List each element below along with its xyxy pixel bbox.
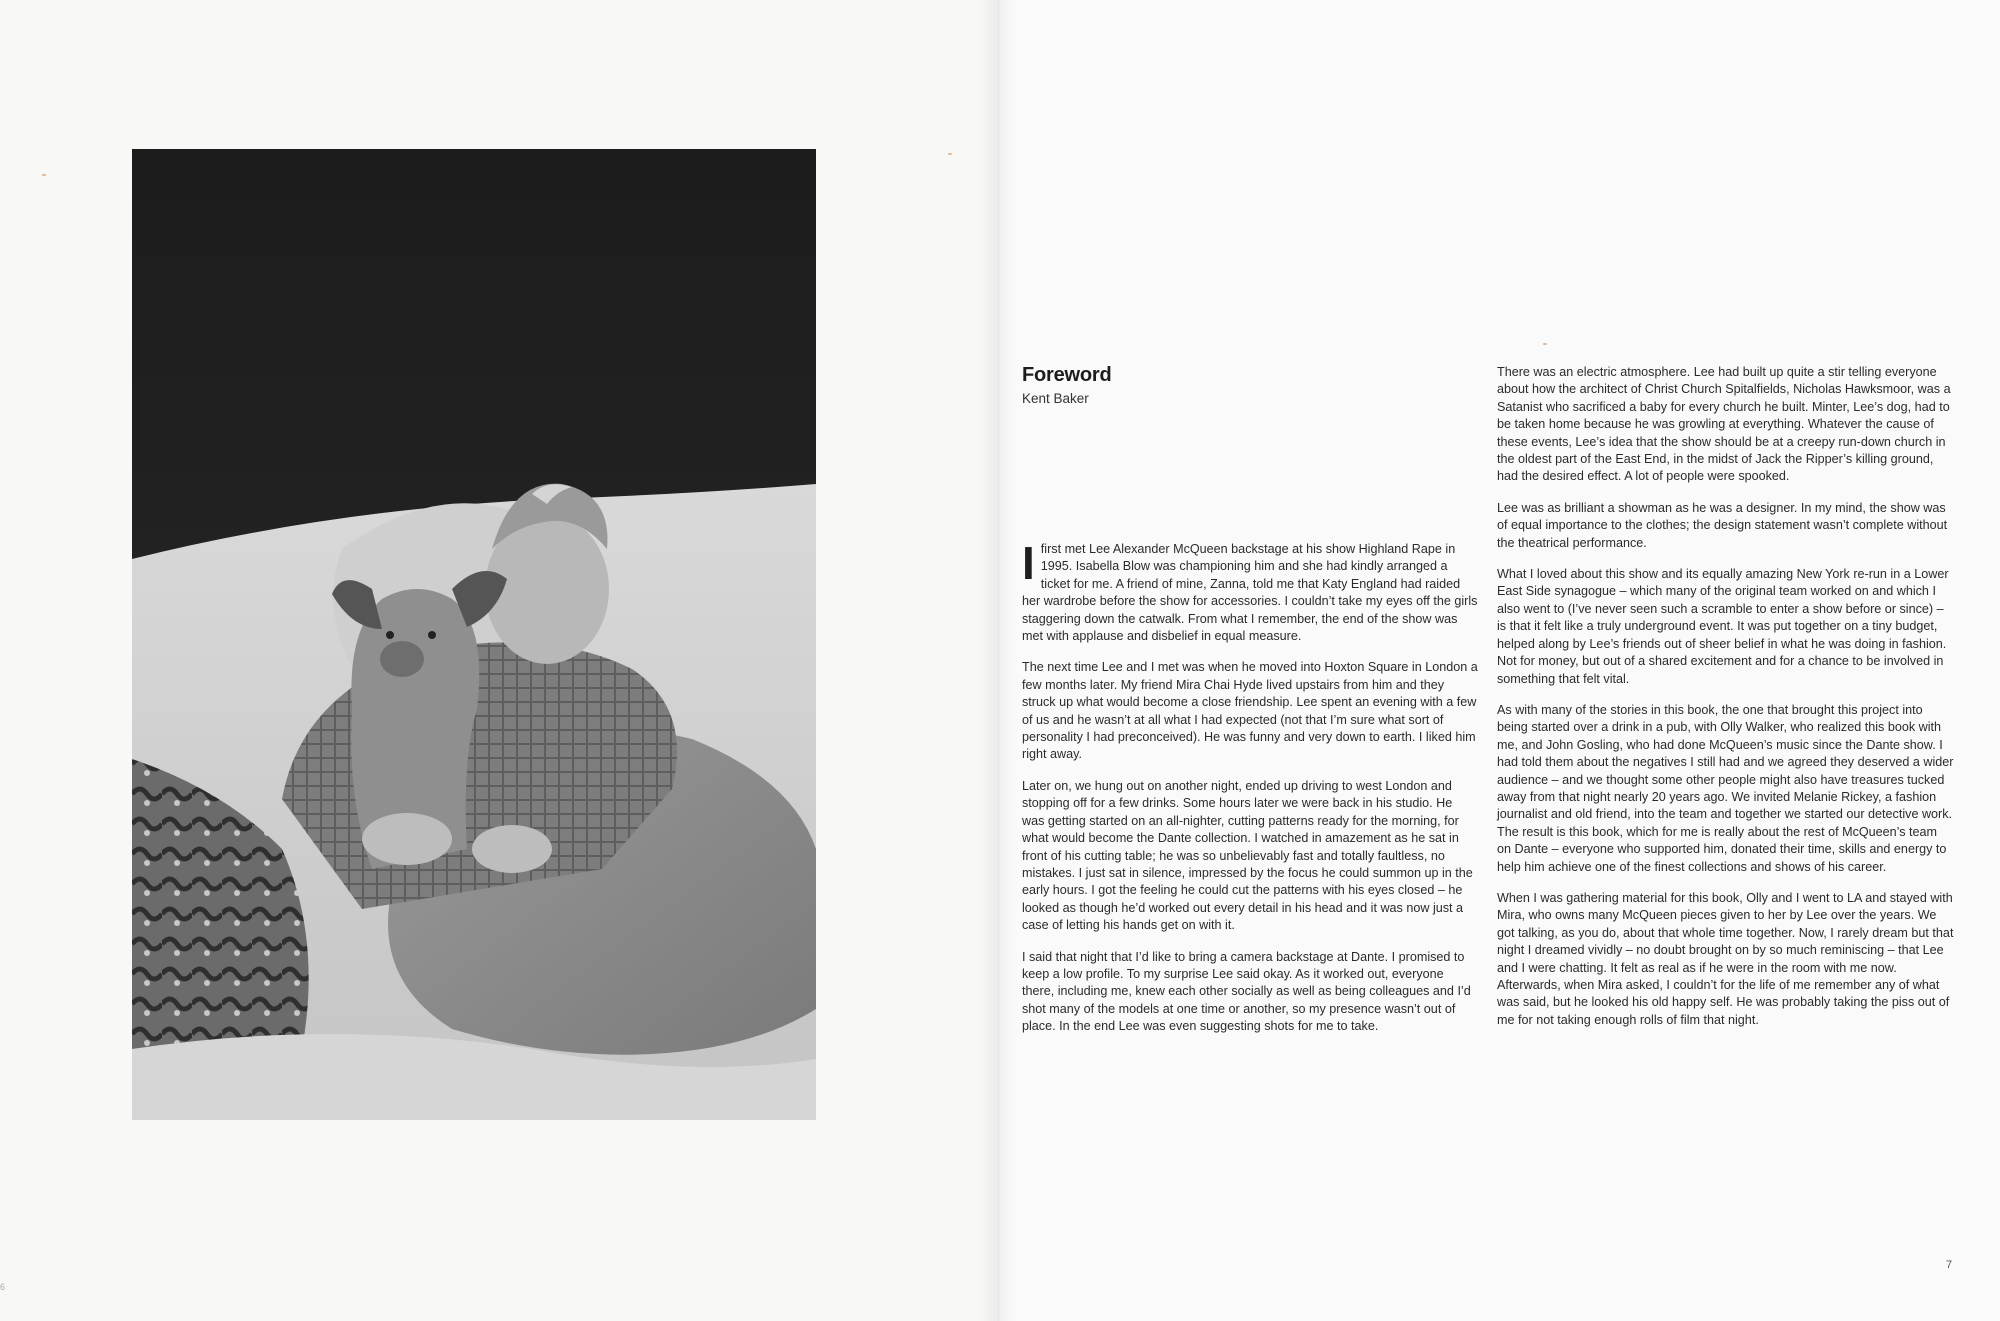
page-number-left: 6 <box>0 1282 6 1292</box>
paper-speck <box>948 153 952 155</box>
paragraph: There was an electric atmosphere. Lee had built up quite a stir telling everyone about how the architect of Christ Church Spitalfields, Nicholas Hawksmoor, was a Satanist who sacrificed a baby for every church he built. Minter, Lee’s dog, had to be taken home because he was growling at everything. Whatever the cause of these events, Lee’s idea that the show should be at a creepy run-down church in the oldest part of the East End, in the midst of Jack the Ripper’s killing ground, had the desired effect. A lot of people were spooked. <box>1497 365 1951 484</box>
drop-cap: I <box>1022 537 1035 589</box>
page-number-right: 7 <box>1946 1259 1953 1271</box>
photo-illustration <box>132 149 816 1120</box>
text-column-right <box>1497 364 1954 1043</box>
paragraph: As with many of the stories in this book, the one that brought this project into being started over a drink in a pub, with Olly Walker, who realized this book with me, and John Gosling, who had done McQueen’s music since the Dante show. I had told them about the negatives I still had and we agreed they deserved a wider audience – and we thought some other people might also have treasures tucked away from that night nearly 20 years ago. We invited Melanie Rickey, a fashion journalist and old friend, into the team and together we started our detective work. The result is this book, which for me is really about the rest of McQueen’s team on Dante – everyone who supported him, donated their time, skills and energy to help him achieve one of the finest collections and shows of his career. <box>1497 702 1954 874</box>
paragraph: When I was gathering material for this book, Olly and I went to LA and stayed with Mira, who owns many McQueen pieces given to her by Lee over the years. We got talking, as you do, about that whole time together. Now, I rarely dream but that night I dreamed vividly – no doubt brought on by so much reminiscing – that Lee and I were chatting. It felt as real as if he were in the room with me now. Afterwards, when Mira asked, I couldn’t for the life of me remember any of what was said, but he looked his old happy self. He was probably taking the piss out of me for not taking enough rolls of film that night. <box>1497 890 1954 1027</box>
paragraph: Lee was as brilliant a showman as he was a designer. In my mind, the show was of equal importance to the clothes; the design statement wasn’t complete without the theatrical performance. <box>1497 500 1948 550</box>
paper-speck <box>42 174 46 176</box>
foreword-title: Foreword <box>1022 364 1112 386</box>
text-column-left <box>1022 537 1478 1050</box>
paragraph: I said that night that I’d like to bring a camera backstage at Dante. I promised to keep a low profile. To my surprise Lee said okay. As it worked out, everyone there, including me, knew each other socially as well as being colleagues and I’d shot many of the models at one time or another, so my presence wasn’t out of place. In the end Lee was even suggesting shots for me to take. <box>1022 949 1471 1034</box>
paragraph-text: first met Lee Alexander McQueen backstage at his show Highland Rape in 1995. Isabella Blow was championing him and she had kindly arranged a ticket for me. A friend of mine, Zanna, told me that Katy England had raided her wardrobe before the show for accessories. I couldn’t take my eyes off the girls staggering down the catwalk. From what I remember, the end of the show was met with applause and disbelief in equal measure. <box>1022 542 1478 644</box>
man-with-dog-photo <box>132 149 816 1120</box>
foreword-author: Kent Baker <box>1022 391 1089 406</box>
paragraph: Later on, we hung out on another night, ended up driving to west London and stopping off for a few drinks. Some hours later we were back in his studio. He was getting started on an all-nighter, cutting patterns ready for the morning, for what would become the Dante collection. I watched in amazement as he sat in front of his cutting table; he was so unbelievably fast and totally faultless, no mistakes. I just sat in silence, impressed by the focus he could summon up in the early hours. I got the feeling he could cut the patterns with his eyes closed – he looked as though he’d worked out every detail in his head and it was now just a case of letting his hands get on with it. <box>1022 778 1473 933</box>
book-gutter <box>978 0 1018 1321</box>
paper-speck <box>1543 343 1547 345</box>
paragraph <box>1022 537 1478 645</box>
paragraph: The next time Lee and I met was when he moved into Hoxton Square in London a few months later. My friend Mira Chai Hyde lived upstairs from him and they struck up what would become a close friendship. Lee spent an evening with a few of us and he wasn’t at all what I had expected (not that I’m sure what sort of personality I had preconceived). He was funny and very down to earth. I liked him right away. <box>1022 660 1478 762</box>
paragraph: What I loved about this show and its equally amazing New York re-run in a Lower East Side synagogue – which many of the original team worked on and which I also went to (I’ve never seen such a scramble to enter a show before or since) – is that it felt like a truly underground event. It was put together on a tiny budget, helped along by Lee’s friends out of sheer belief in what he was doing in fashion. Not for money, but out of a shared excitement and for a chance to be involved in something that felt vital. <box>1497 567 1949 686</box>
